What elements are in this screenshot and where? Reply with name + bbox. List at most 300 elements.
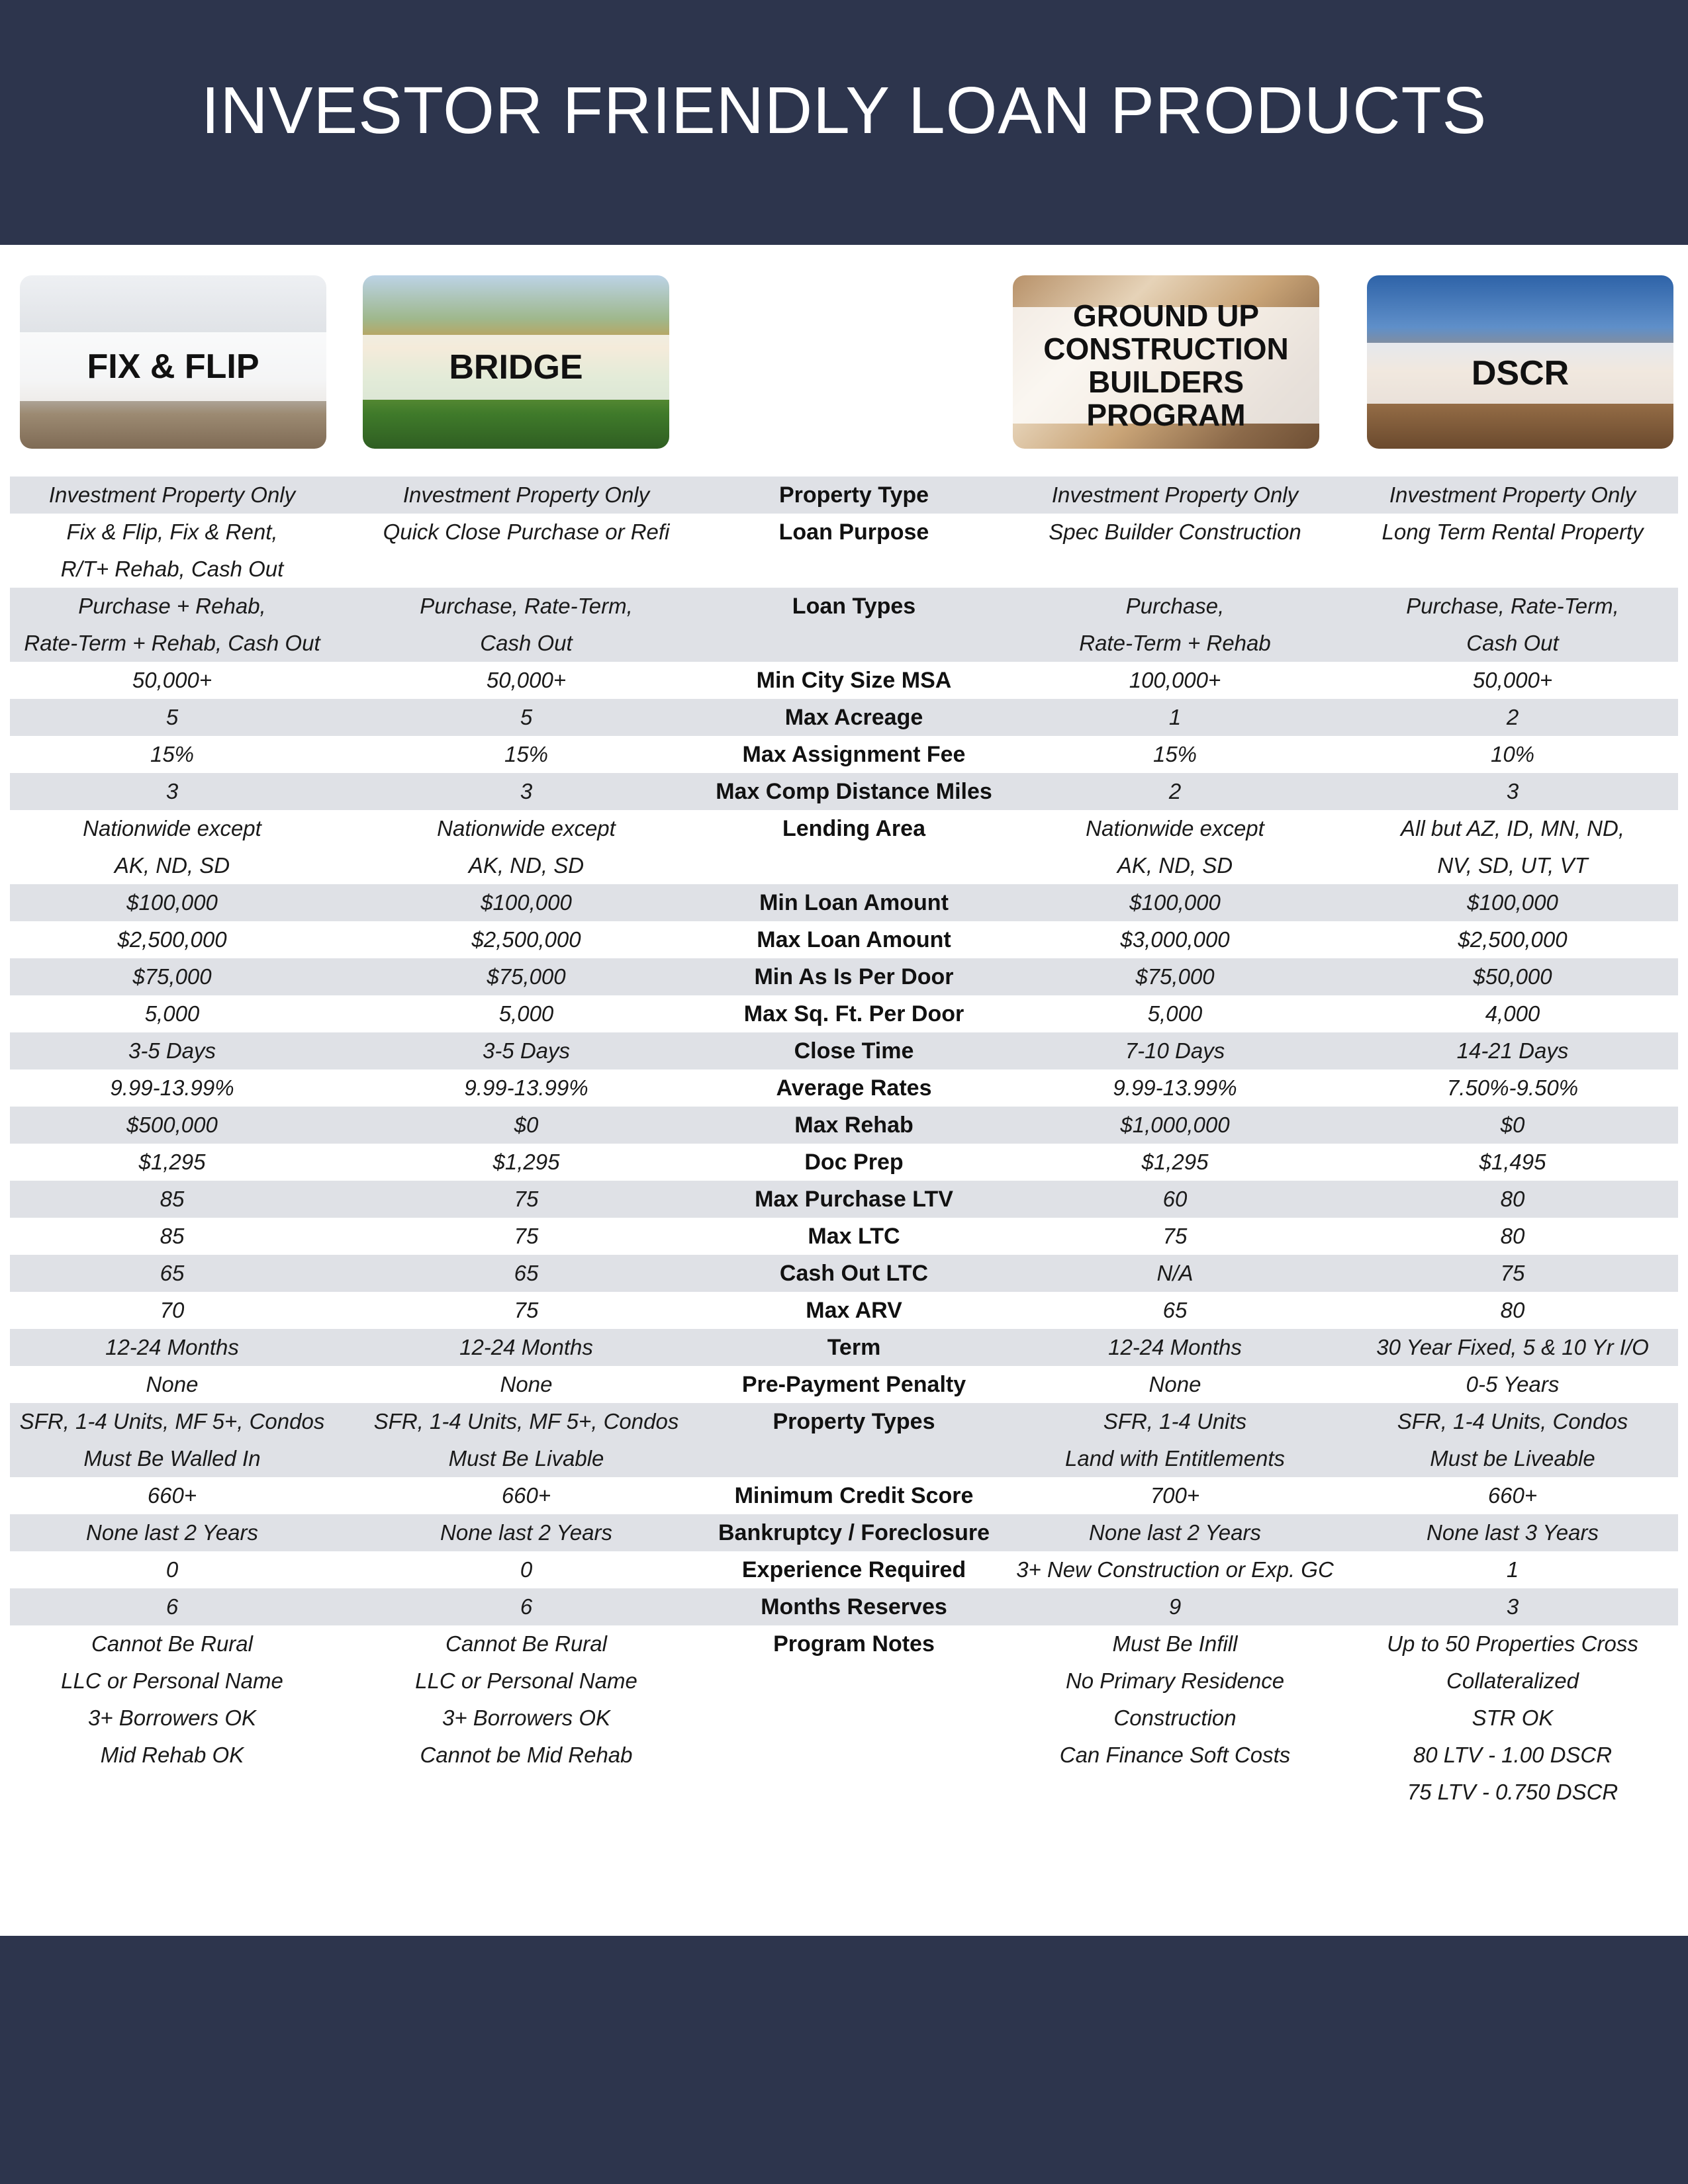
table-row — [10, 1477, 1678, 1514]
cell-line: 15% — [150, 742, 195, 766]
bridge-value — [354, 699, 698, 736]
table-row — [10, 588, 1678, 662]
cell-line: 70 — [160, 1298, 185, 1322]
cell-line: R/T+ Rehab, Cash Out — [60, 557, 284, 581]
table-row — [10, 884, 1678, 921]
cell-line: None — [1149, 1372, 1201, 1396]
cell-line: 5,000 — [1147, 1001, 1203, 1026]
cell-line: 4,000 — [1485, 1001, 1540, 1026]
table-row — [10, 514, 1678, 588]
cell-line: $1,295 — [492, 1150, 560, 1174]
cell-line: Cannot be Mid Rehab — [420, 1743, 633, 1767]
bridge-value — [354, 1477, 698, 1514]
fix-flip-value — [10, 1218, 334, 1255]
cell-line: 80 — [1500, 1224, 1525, 1248]
cell-line: 700+ — [1150, 1483, 1200, 1508]
ground-up-value — [1009, 1329, 1340, 1366]
dscr-value — [1347, 921, 1678, 958]
ground-up-value — [1009, 588, 1340, 662]
cell-line: 3+ New Construction or Exp. GC — [1016, 1557, 1334, 1582]
dscr-value — [1347, 810, 1678, 884]
fix-flip-banner — [20, 275, 326, 449]
table-row — [10, 1366, 1678, 1403]
ground-up-value — [1009, 1588, 1340, 1625]
cell-line: Cannot Be Rural — [445, 1631, 607, 1656]
bridge-value — [354, 1514, 698, 1551]
cell-line: $100,000 — [126, 890, 218, 915]
dscr-value — [1347, 1366, 1678, 1403]
ground-up-value — [1009, 699, 1340, 736]
fix-flip-value — [10, 1625, 334, 1774]
cell-line: 9.99-13.99% — [1113, 1075, 1237, 1100]
cell-line: $3,000,000 — [1120, 927, 1230, 952]
cell-line: 14-21 Days — [1456, 1038, 1569, 1063]
fix-flip-value — [10, 699, 334, 736]
cell-line: 65 — [160, 1261, 185, 1285]
dscr-value — [1347, 1551, 1678, 1588]
bridge-value — [354, 810, 698, 884]
row-label: Max Rehab — [794, 1113, 914, 1138]
fix-flip-value — [10, 1292, 334, 1329]
ground-up-value — [1009, 1107, 1340, 1144]
cell-line: Must Be Walled In — [83, 1446, 261, 1471]
ground-up-banner — [1013, 275, 1319, 449]
cell-line: 100,000+ — [1129, 668, 1221, 692]
bridge-value — [354, 1292, 698, 1329]
row-label: Property Type — [778, 482, 929, 508]
table-row — [10, 1144, 1678, 1181]
cell-line: $1,000,000 — [1120, 1113, 1230, 1137]
fix-flip-value — [10, 810, 334, 884]
cell-line: 3+ Borrowers OK — [442, 1706, 610, 1730]
cell-line: NV, SD, UT, VT — [1437, 853, 1588, 878]
cell-line: 75 — [514, 1298, 539, 1322]
cell-line: $2,500,000 — [1458, 927, 1568, 952]
cell-line: 2 — [1506, 705, 1519, 729]
ground-up-title-line3: BUILDERS PROGRAM — [1086, 365, 1246, 432]
row-label: Max Sq. Ft. Per Door — [743, 1001, 964, 1026]
cell-line: Long Term Rental Property — [1382, 520, 1644, 544]
cell-line: Rate-Term + Rehab, Cash Out — [24, 631, 320, 655]
cell-line: 3-5 Days — [482, 1038, 571, 1063]
cell-line: 65 — [514, 1261, 539, 1285]
row-label: Cash Out LTC — [779, 1261, 929, 1286]
cell-line: Quick Close Purchase or Refi — [383, 520, 670, 544]
row-label: Loan Purpose — [778, 520, 929, 545]
bridge-value — [354, 1107, 698, 1144]
bridge-value — [354, 662, 698, 699]
cell-line: 12-24 Months — [105, 1335, 239, 1359]
cell-line: 0 — [520, 1557, 533, 1582]
dscr-value — [1347, 1292, 1678, 1329]
cell-line: 660+ — [501, 1483, 551, 1508]
cell-line: $100,000 — [1129, 890, 1221, 915]
fix-flip-value — [10, 588, 334, 662]
cell-line: 50,000+ — [1472, 668, 1553, 692]
cell-line: 5 — [520, 705, 533, 729]
cell-line: Purchase, — [1125, 594, 1225, 618]
row-label: Max Purchase LTV — [755, 1187, 953, 1212]
table-row — [10, 477, 1678, 514]
bridge-banner — [363, 275, 669, 449]
cell-line: 6 — [520, 1594, 533, 1619]
fix-flip-value — [10, 1032, 334, 1069]
cell-line: None last 2 Years — [1089, 1520, 1261, 1545]
cell-line: SFR, 1-4 Units — [1103, 1409, 1247, 1433]
cell-line: None last 3 Years — [1427, 1520, 1599, 1545]
cell-line: 75 — [514, 1224, 539, 1248]
dscr-value — [1347, 958, 1678, 995]
table-row — [10, 1069, 1678, 1107]
cell-line: 3 — [1506, 1594, 1519, 1619]
table-row — [10, 1107, 1678, 1144]
cell-line: 12-24 Months — [459, 1335, 593, 1359]
bridge-value — [354, 1255, 698, 1292]
bridge-value — [354, 1403, 698, 1477]
cell-line: Nationwide except — [83, 816, 261, 841]
dscr-value — [1347, 995, 1678, 1032]
cell-line: $1,495 — [1479, 1150, 1546, 1174]
ground-up-value — [1009, 958, 1340, 995]
row-label: Experience Required — [741, 1557, 966, 1582]
fix-flip-value — [10, 1514, 334, 1551]
cell-line: N/A — [1156, 1261, 1194, 1285]
fix-flip-value — [10, 662, 334, 699]
dscr-value — [1347, 662, 1678, 699]
cell-line: 30 Year Fixed, 5 & 10 Yr I/O — [1376, 1335, 1649, 1359]
cell-line: Land with Entitlements — [1064, 1446, 1285, 1471]
ground-up-value — [1009, 1366, 1340, 1403]
cell-line: LLC or Personal Name — [415, 1668, 637, 1693]
bridge-value — [354, 1366, 698, 1403]
row-label: Doc Prep — [804, 1150, 904, 1175]
cell-line: Mid Rehab OK — [100, 1743, 244, 1767]
cell-line: Purchase, Rate-Term, — [420, 594, 633, 618]
cell-line: Up to 50 Properties Cross — [1387, 1631, 1638, 1656]
cell-line: 0-5 Years — [1466, 1372, 1560, 1396]
table-row — [10, 1181, 1678, 1218]
cell-line: $1,295 — [1141, 1150, 1209, 1174]
cell-line: Collateralized — [1446, 1668, 1579, 1693]
cell-line: 3+ Borrowers OK — [87, 1706, 256, 1730]
cell-line: 80 — [1500, 1298, 1525, 1322]
table-row — [10, 1403, 1678, 1477]
bridge-value — [354, 958, 698, 995]
bridge-value — [354, 736, 698, 773]
ground-up-value — [1009, 884, 1340, 921]
cell-line: $2,500,000 — [471, 927, 581, 952]
dscr-value — [1347, 1588, 1678, 1625]
cell-line: Can Finance Soft Costs — [1059, 1743, 1291, 1767]
table-row — [10, 1588, 1678, 1625]
dscr-value — [1347, 884, 1678, 921]
row-label: Min As Is Per Door — [754, 964, 954, 989]
cell-line: 5 — [165, 705, 179, 729]
bridge-value — [354, 884, 698, 921]
table-row — [10, 1255, 1678, 1292]
fix-flip-value — [10, 1181, 334, 1218]
ground-up-value — [1009, 921, 1340, 958]
ground-up-value — [1009, 477, 1340, 514]
fix-flip-value — [10, 1477, 334, 1514]
fix-flip-value — [10, 1588, 334, 1625]
dscr-value — [1347, 773, 1678, 810]
fix-flip-value — [10, 1329, 334, 1366]
table-row — [10, 773, 1678, 810]
fix-flip-value — [10, 1403, 334, 1477]
bridge-value — [354, 1218, 698, 1255]
table-row — [10, 1551, 1678, 1588]
cell-line: None last 2 Years — [86, 1520, 258, 1545]
dscr-value — [1347, 1514, 1678, 1551]
dscr-value — [1347, 736, 1678, 773]
cell-line: 80 LTV - 1.00 DSCR — [1413, 1743, 1613, 1767]
cell-line: SFR, 1-4 Units, MF 5+, Condos — [19, 1409, 325, 1433]
cell-line: 9.99-13.99% — [110, 1075, 234, 1100]
row-label: Min City Size MSA — [756, 668, 952, 693]
cell-line: AK, ND, SD — [1117, 853, 1233, 878]
ground-up-value — [1009, 1181, 1340, 1218]
cell-line: 50,000+ — [486, 668, 567, 692]
bridge-value — [354, 1588, 698, 1625]
fix-flip-value — [10, 1366, 334, 1403]
cell-line: Nationwide except — [1086, 816, 1264, 841]
row-label: Max Acreage — [784, 705, 923, 730]
table-row — [10, 1032, 1678, 1069]
cell-line: All but AZ, ID, MN, ND, — [1401, 816, 1624, 841]
table-row — [10, 995, 1678, 1032]
bridge-value — [354, 514, 698, 551]
row-label: Term — [827, 1335, 881, 1360]
cell-line: 85 — [160, 1224, 185, 1248]
bridge-value — [354, 995, 698, 1032]
ground-up-value — [1009, 1551, 1340, 1588]
bridge-value — [354, 1329, 698, 1366]
ground-up-value — [1009, 1403, 1340, 1477]
cell-line: Rate-Term + Rehab — [1079, 631, 1271, 655]
fix-flip-value — [10, 514, 334, 588]
row-label: Max Loan Amount — [757, 927, 951, 952]
table-row — [10, 1329, 1678, 1366]
cell-line: 1 — [1506, 1557, 1519, 1582]
cell-line: 7.50%-9.50% — [1446, 1075, 1579, 1100]
dscr-value — [1347, 588, 1678, 662]
fix-flip-value — [10, 884, 334, 921]
row-label: Max ARV — [806, 1298, 902, 1323]
ground-up-value — [1009, 773, 1340, 810]
cell-line: Purchase + Rehab, — [78, 594, 266, 618]
cell-line: 75 — [1500, 1261, 1525, 1285]
dscr-value — [1347, 1069, 1678, 1107]
fix-flip-value — [10, 773, 334, 810]
ground-up-title-line1: GROUND UP — [1072, 298, 1260, 333]
fix-flip-value — [10, 1144, 334, 1181]
dscr-banner — [1367, 275, 1673, 449]
cell-line: No Primary Residence — [1065, 1668, 1285, 1693]
dscr-value — [1347, 1329, 1678, 1366]
cell-line: Construction — [1113, 1706, 1237, 1730]
fix-flip-value — [10, 736, 334, 773]
cell-line: AK, ND, SD — [468, 853, 585, 878]
ground-up-value — [1009, 1032, 1340, 1069]
table-row — [10, 1514, 1678, 1551]
table-row — [10, 810, 1678, 884]
cell-line: $75,000 — [487, 964, 566, 989]
bridge-value — [354, 1181, 698, 1218]
cell-line: Investment Property Only — [48, 482, 296, 507]
row-label: Bankruptcy / Foreclosure — [718, 1520, 990, 1545]
ground-up-value — [1009, 514, 1340, 551]
cell-line: 5,000 — [144, 1001, 200, 1026]
bridge-title: BRIDGE — [363, 335, 669, 400]
cell-line: Fix & Flip, Fix & Rent, — [66, 520, 278, 544]
cell-line: 660+ — [1487, 1483, 1538, 1508]
cell-line: 5,000 — [498, 1001, 554, 1026]
cell-line: None — [500, 1372, 553, 1396]
bridge-value — [354, 1032, 698, 1069]
row-label: Minimum Credit Score — [734, 1483, 974, 1508]
dscr-value — [1347, 1403, 1678, 1477]
dscr-value — [1347, 1477, 1678, 1514]
cell-line: 75 — [1162, 1224, 1188, 1248]
cell-line: 660+ — [147, 1483, 197, 1508]
cell-line: 9 — [1168, 1594, 1182, 1619]
table-row — [10, 958, 1678, 995]
cell-line: None last 2 Years — [440, 1520, 612, 1545]
cell-line: 3-5 Days — [128, 1038, 216, 1063]
dscr-value — [1347, 699, 1678, 736]
table-row — [10, 736, 1678, 773]
dscr-value — [1347, 1032, 1678, 1069]
cell-line: Spec Builder Construction — [1049, 520, 1301, 544]
dscr-value — [1347, 477, 1678, 514]
row-label: Loan Types — [792, 594, 916, 619]
ground-up-value — [1009, 1514, 1340, 1551]
ground-up-value — [1009, 1218, 1340, 1255]
dscr-value — [1347, 1255, 1678, 1292]
ground-up-value — [1009, 810, 1340, 884]
cell-line: $500,000 — [126, 1113, 218, 1137]
row-label: Max Comp Distance Miles — [716, 779, 992, 804]
fix-flip-value — [10, 1551, 334, 1588]
ground-up-value — [1009, 736, 1340, 773]
dscr-value — [1347, 1218, 1678, 1255]
cell-line: $75,000 — [132, 964, 212, 989]
cell-line: AK, ND, SD — [114, 853, 230, 878]
bridge-value — [354, 921, 698, 958]
dscr-value — [1347, 1181, 1678, 1218]
cell-line: Investment Property Only — [402, 482, 650, 507]
cell-line: 2 — [1168, 779, 1182, 803]
row-label: Months Reserves — [761, 1594, 947, 1619]
cell-line: 10% — [1490, 742, 1535, 766]
dscr-value — [1347, 1107, 1678, 1144]
cell-line: 65 — [1162, 1298, 1188, 1322]
cell-line: Investment Property Only — [1051, 482, 1299, 507]
ground-up-value — [1009, 1477, 1340, 1514]
cell-line: 75 LTV - 0.750 DSCR — [1407, 1780, 1618, 1804]
cell-line: 12-24 Months — [1108, 1335, 1242, 1359]
cell-line: $1,295 — [138, 1150, 206, 1174]
ground-up-value — [1009, 1069, 1340, 1107]
cell-line: 3 — [1506, 779, 1519, 803]
row-label: Max Assignment Fee — [742, 742, 966, 767]
row-label: Lending Area — [782, 816, 925, 841]
ground-up-value — [1009, 995, 1340, 1032]
cell-line: Cash Out — [1466, 631, 1559, 655]
cell-line: 6 — [165, 1594, 179, 1619]
dscr-value — [1347, 1144, 1678, 1181]
ground-up-value — [1009, 1144, 1340, 1181]
bridge-value — [354, 1551, 698, 1588]
table-row — [10, 699, 1678, 736]
cell-line: None — [146, 1372, 199, 1396]
cell-line: 50,000+ — [132, 668, 212, 692]
cell-line: Cash Out — [480, 631, 573, 655]
cell-line: SFR, 1-4 Units, Condos — [1397, 1409, 1628, 1433]
cell-line: $100,000 — [1467, 890, 1558, 915]
cell-line: Must Be Livable — [448, 1446, 604, 1471]
cell-line: Cannot Be Rural — [91, 1631, 253, 1656]
cell-line: 60 — [1162, 1187, 1188, 1211]
ground-up-value — [1009, 1625, 1340, 1774]
cell-line: 80 — [1500, 1187, 1525, 1211]
cell-line: LLC or Personal Name — [61, 1668, 283, 1693]
table-row — [10, 1218, 1678, 1255]
header-banner — [0, 0, 1688, 245]
ground-up-value — [1009, 662, 1340, 699]
cell-line: $75,000 — [1135, 964, 1215, 989]
ground-up-title-line2: CONSTRUCTION — [1043, 332, 1289, 366]
row-label: Min Loan Amount — [759, 890, 949, 915]
cell-line: 3 — [165, 779, 179, 803]
fix-flip-title: FIX & FLIP — [20, 332, 326, 401]
cell-line: 9.99-13.99% — [464, 1075, 588, 1100]
footer-banner — [0, 1936, 1688, 2184]
ground-up-value — [1009, 1255, 1340, 1292]
cell-line: STR OK — [1472, 1706, 1554, 1730]
dscr-title: DSCR — [1367, 343, 1673, 404]
cell-line: 15% — [1152, 742, 1197, 766]
cell-line: 85 — [160, 1187, 185, 1211]
cell-line: Nationwide except — [437, 816, 616, 841]
cell-line: Investment Property Only — [1389, 482, 1636, 507]
row-label: Max LTC — [808, 1224, 900, 1249]
bridge-value — [354, 773, 698, 810]
fix-flip-value — [10, 995, 334, 1032]
row-label: Program Notes — [773, 1631, 935, 1657]
loan-comparison-table — [10, 477, 1678, 1811]
bridge-value — [354, 1625, 698, 1774]
cell-line: $2,500,000 — [117, 927, 227, 952]
dscr-value — [1347, 514, 1678, 551]
page-title: INVESTOR FRIENDLY LOAN PRODUCTS — [201, 73, 1487, 148]
row-label: Pre-Payment Penalty — [741, 1372, 966, 1397]
cell-line: $100,000 — [481, 890, 572, 915]
bridge-value — [354, 1144, 698, 1181]
ground-up-title — [1013, 298, 1319, 432]
cell-line: 75 — [514, 1187, 539, 1211]
table-row — [10, 921, 1678, 958]
bridge-value — [354, 588, 698, 662]
cell-line: $0 — [1500, 1113, 1525, 1137]
dscr-value — [1347, 1625, 1678, 1811]
cell-line: $0 — [514, 1113, 539, 1137]
fix-flip-value — [10, 477, 334, 514]
cell-line: $50,000 — [1473, 964, 1552, 989]
cell-line: 3 — [520, 779, 533, 803]
fix-flip-value — [10, 1107, 334, 1144]
